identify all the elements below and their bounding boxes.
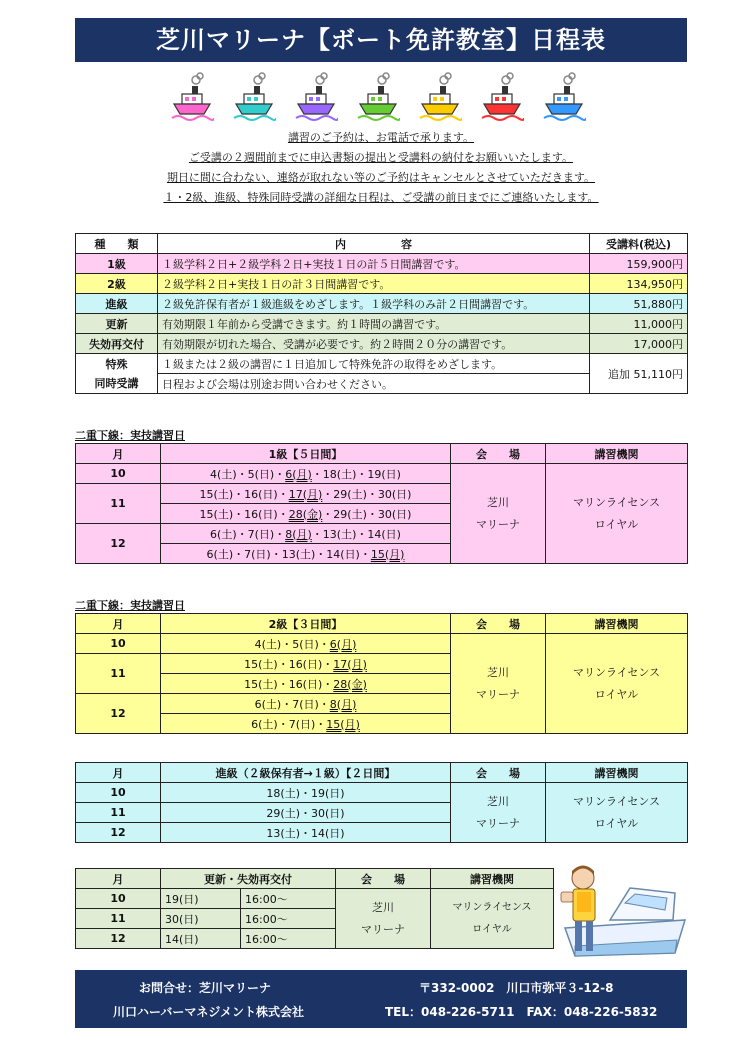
- fee-header-type: 種 類: [76, 234, 158, 254]
- dates-cell: 6(土)・7(日)・13(土)・14(日)・15(月): [161, 544, 451, 564]
- fee-amount: 51,880円: [590, 294, 688, 314]
- table-row: [76, 354, 688, 374]
- section-label: 二重下線：実技講習日: [75, 599, 185, 612]
- renewal-schedule-table: [75, 868, 554, 949]
- dates-cell: 6(土)・7(日)・8(月)・13(土)・14(日): [161, 524, 451, 544]
- venue-header: 会 場: [451, 444, 546, 464]
- org-cell: マリンライセンス ロイヤル: [546, 634, 688, 734]
- fee-content: ２級免許保有者が１級進級をめざします。１級学科のみ計２日間講習です。: [158, 294, 590, 314]
- table-row: [76, 314, 688, 334]
- table-row: [76, 254, 688, 274]
- venue-cell: 芝川 マリーナ: [451, 464, 546, 564]
- org-header: 講習機関: [431, 869, 554, 889]
- month-header: 月: [76, 614, 161, 634]
- month-cell: 12: [76, 694, 161, 734]
- table-row: [76, 294, 688, 314]
- notice-line: １・2級、進級、特殊同時受講の詳細な日程は、ご受講の前日までにご連絡いたします。: [163, 191, 599, 204]
- class1-header: 1級【５日間】: [161, 444, 451, 464]
- org-cell: マリンライセンス ロイヤル: [546, 464, 688, 564]
- venue-header: 会 場: [451, 763, 546, 783]
- fee-amount: 11,000円: [590, 314, 688, 334]
- table-row: [76, 274, 688, 294]
- class2-header: 2級【３日間】: [161, 614, 451, 634]
- renewal-header: 更新・失効再交付: [161, 869, 336, 889]
- fee-type: 更新: [76, 314, 158, 334]
- footer-address: 〒332-0002 川口市弥平３-12-8: [419, 981, 614, 995]
- month-cell: 12: [76, 823, 161, 843]
- page-title: 芝川マリーナ【ボート免許教室】日程表: [75, 18, 687, 62]
- fee-type: 同時受講: [76, 374, 158, 394]
- fee-type: 進級: [76, 294, 158, 314]
- boat-icon: [356, 72, 400, 122]
- fee-content: 日程および会場は別途お問い合わせください。: [158, 374, 590, 394]
- month-cell: 10: [76, 783, 161, 803]
- fee-content: １級学科２日+２級学科２日+実技１日の計５日間講習です。: [158, 254, 590, 274]
- dates-cell: 4(土)・5(日)・6(月)・18(土)・19(日): [161, 464, 451, 484]
- dates-cell: 6(土)・7(日)・8(月): [161, 694, 451, 714]
- boat-icon: [170, 72, 214, 122]
- dates-cell: 13(土)・14(日): [161, 823, 451, 843]
- time-cell: 16:00～: [241, 909, 336, 929]
- dates-cell: 15(土)・16(日)・28(金): [161, 674, 451, 694]
- fee-amount: 134,950円: [590, 274, 688, 294]
- month-cell: 11: [76, 909, 161, 929]
- date-cell: 30(日): [161, 909, 241, 929]
- dates-cell: 18(土)・19(日): [161, 783, 451, 803]
- boat-icon: [294, 72, 338, 122]
- footer-contact: お問合せ：芝川マリーナ: [139, 981, 272, 995]
- footer-company: 川口ハーバーマネジメント株式会社: [113, 1005, 305, 1019]
- org-header: 講習機関: [546, 444, 688, 464]
- month-cell: 12: [76, 929, 161, 949]
- month-header: 月: [76, 869, 161, 889]
- month-cell: 10: [76, 889, 161, 909]
- dates-cell: 15(土)・16(日)・17(月): [161, 654, 451, 674]
- org-header: 講習機関: [546, 614, 688, 634]
- boat-icon: [232, 72, 276, 122]
- time-cell: 16:00～: [241, 929, 336, 949]
- person-boat-illustration: [555, 858, 695, 968]
- month-cell: 12: [76, 524, 161, 564]
- fee-type: 特殊: [76, 354, 158, 374]
- venue-header: 会 場: [336, 869, 431, 889]
- venue-cell: 芝川 マリーナ: [336, 889, 431, 949]
- venue-header: 会 場: [451, 614, 546, 634]
- fee-header-content: 内 容: [158, 234, 590, 254]
- dates-cell: 4(土)・5(日)・6(月): [161, 634, 451, 654]
- fee-type: 1級: [76, 254, 158, 274]
- fee-content: ２級学科２日+実技１日の計３日間講習です。: [158, 274, 590, 294]
- dates-cell: 6(土)・7(日)・15(月): [161, 714, 451, 734]
- fee-type: 2級: [76, 274, 158, 294]
- advance-schedule-table: [75, 762, 688, 843]
- boat-icon: [542, 72, 586, 122]
- boat-icon: [480, 72, 524, 122]
- table-row: [76, 889, 554, 909]
- org-cell: マリンライセンス ロイヤル: [546, 783, 688, 843]
- fee-content: 有効期限１年前から受講できます。約１時間の講習です。: [158, 314, 590, 334]
- dates-cell: 15(土)・16(日)・28(金)・29(土)・30(日): [161, 504, 451, 524]
- notice-line: 講習のご予約は、お電話で承ります。: [287, 131, 475, 144]
- fee-header-fee: 受講料(税込): [590, 234, 688, 254]
- month-header: 月: [76, 444, 161, 464]
- dates-cell: 29(土)・30(日): [161, 803, 451, 823]
- table-row: [76, 334, 688, 354]
- footer-phone: TEL：048-226-5711 FAX：048-226-5832: [385, 1005, 658, 1019]
- notice-block: [75, 128, 687, 208]
- time-cell: 16:00～: [241, 889, 336, 909]
- date-cell: 14(日): [161, 929, 241, 949]
- advance-header: 進級（２級保有者→１級）【２日間】: [161, 763, 451, 783]
- fee-amount: 追加 51,110円: [590, 354, 688, 394]
- month-cell: 11: [76, 484, 161, 524]
- boat-icon: [418, 72, 462, 122]
- fee-amount: 17,000円: [590, 334, 688, 354]
- month-cell: 10: [76, 464, 161, 484]
- org-header: 講習機関: [546, 763, 688, 783]
- fee-amount: 159,900円: [590, 254, 688, 274]
- fee-content: １級または２級の講習に１日追加して特殊免許の取得をめざします。: [158, 354, 590, 374]
- venue-cell: 芝川 マリーナ: [451, 783, 546, 843]
- fee-content: 有効期限が切れた場合、受講が必要です。約２時間２０分の講習です。: [158, 334, 590, 354]
- month-header: 月: [76, 763, 161, 783]
- section-label: 二重下線：実技講習日: [75, 429, 185, 442]
- table-row: [76, 464, 688, 484]
- table-row: [76, 634, 688, 654]
- class2-schedule-table: [75, 613, 688, 734]
- month-cell: 10: [76, 634, 161, 654]
- fee-table: [75, 233, 688, 394]
- boat-decoration-row: [170, 72, 590, 124]
- dates-cell: 15(土)・16(日)・17(月)・29(土)・30(日): [161, 484, 451, 504]
- notice-line: 期日に間に合わない、連絡が取れない等のご予約はキャンセルとさせていただきます。: [166, 171, 596, 184]
- month-cell: 11: [76, 803, 161, 823]
- month-cell: 11: [76, 654, 161, 694]
- venue-cell: 芝川 マリーナ: [451, 634, 546, 734]
- class1-schedule-table: [75, 443, 688, 564]
- footer: [75, 970, 687, 1028]
- org-cell: マリンライセンス ロイヤル: [431, 889, 554, 949]
- notice-line: ご受講の２週間前までに申込書類の提出と受講料の納付をお願いいたします。: [188, 151, 574, 164]
- table-row: [76, 783, 688, 803]
- fee-type: 失効再交付: [76, 334, 158, 354]
- date-cell: 19(日): [161, 889, 241, 909]
